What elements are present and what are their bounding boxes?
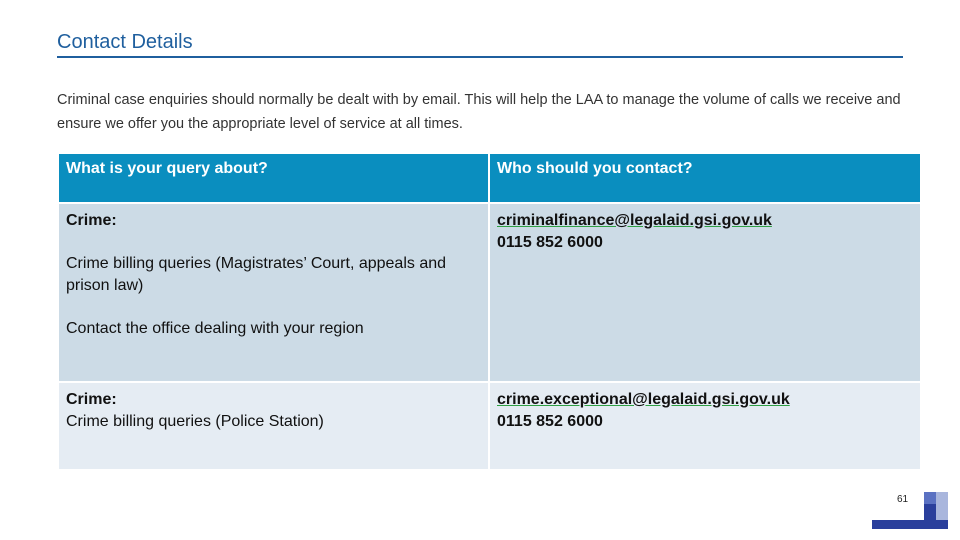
query-heading: Crime: <box>66 212 117 229</box>
email-link[interactable]: crime.exceptional@legalaid.gsi.gov.uk <box>497 391 790 408</box>
query-line: Crime billing queries (Police Station) <box>66 413 324 430</box>
phone-number: 0115 852 6000 <box>497 234 603 251</box>
header-contact: Who should you contact? <box>489 153 921 203</box>
page-number: 61 <box>897 494 909 505</box>
contact-table <box>57 152 922 471</box>
contact-cell <box>489 203 921 382</box>
contact-cell <box>489 382 921 470</box>
table-row <box>58 382 921 470</box>
query-cell <box>58 203 489 382</box>
header-query: What is your query about? <box>58 153 489 203</box>
intro-paragraph: Criminal case enquiries should normally be dealt with by email. This will help the LAA to manage the volume of calls we receive and ensure we offer you the appropriate level of service at all times. <box>57 92 901 132</box>
title-underline <box>57 56 903 58</box>
query-line: Contact the office dealing with your region <box>66 320 364 337</box>
query-line: Crime billing queries (Magistrates’ Court, appeals and prison law) <box>66 255 447 294</box>
table-header-row <box>58 153 921 203</box>
email-link[interactable]: criminalfinance@legalaid.gsi.gov.uk <box>497 212 772 229</box>
query-cell <box>58 382 489 470</box>
query-heading: Crime: <box>66 391 117 408</box>
page-title: Contact Details <box>57 31 193 53</box>
phone-number: 0115 852 6000 <box>497 413 603 430</box>
table-row <box>58 203 921 382</box>
